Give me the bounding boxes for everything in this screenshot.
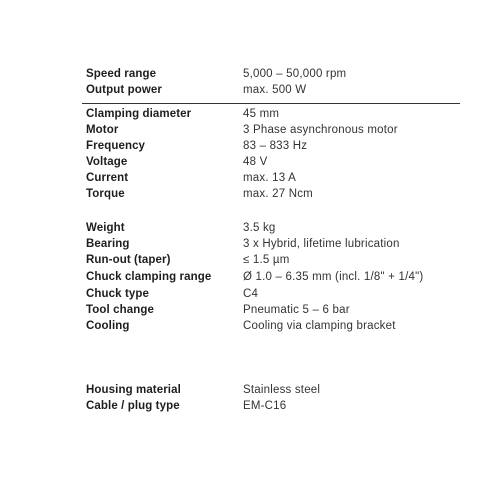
spec-value: 45 mm — [243, 108, 280, 120]
spec-value: 3.5 kg — [243, 222, 276, 234]
spec-row-cable-plug-type — [86, 398, 466, 414]
spec-label: Cable / plug type — [86, 400, 180, 412]
spec-label: Speed range — [86, 68, 157, 80]
spec-label: Clamping diameter — [86, 108, 192, 120]
spec-value: max. 13 A — [243, 172, 296, 184]
spec-value: max. 27 Ncm — [243, 188, 313, 200]
spec-value: Ø 1.0 – 6.35 mm (incl. 1/8" + 1/4") — [243, 271, 424, 283]
spec-value: 48 V — [243, 156, 268, 168]
spec-row-motor — [86, 122, 466, 138]
spec-value: 3 x Hybrid, lifetime lubrication — [243, 238, 400, 250]
spec-row-speed-range — [86, 66, 466, 82]
spec-label: Output power — [86, 84, 162, 96]
spec-label: Voltage — [86, 156, 128, 168]
spec-label: Torque — [86, 188, 125, 200]
spec-value: Pneumatic 5 – 6 bar — [243, 304, 350, 316]
spec-value: 83 – 833 Hz — [243, 140, 308, 152]
spec-label: Chuck type — [86, 288, 149, 300]
spec-row-voltage — [86, 154, 466, 170]
section-divider — [82, 103, 460, 104]
spec-row-torque — [86, 186, 466, 202]
spec-row-bearing — [86, 236, 466, 252]
spec-row-tool-change — [86, 302, 466, 318]
spec-label: Bearing — [86, 238, 130, 250]
spec-label: Motor — [86, 124, 119, 136]
spec-row-run-out — [86, 252, 466, 268]
spec-row-weight — [86, 220, 466, 236]
spec-row-output-power — [86, 82, 466, 98]
spec-label: Run-out (taper) — [86, 254, 171, 266]
spec-label: Frequency — [86, 140, 146, 152]
spec-label: Housing material — [86, 384, 181, 396]
spec-row-current — [86, 170, 466, 186]
spec-row-frequency — [86, 138, 466, 154]
spec-value: C4 — [243, 288, 259, 300]
spec-label: Weight — [86, 222, 125, 234]
spec-row-chuck-type — [86, 286, 466, 302]
spec-value: Cooling via clamping bracket — [243, 320, 396, 332]
spec-row-housing-material — [86, 382, 466, 398]
spec-value: Stainless steel — [243, 384, 321, 396]
spec-label: Chuck clamping range — [86, 271, 212, 283]
spec-value: 5,000 – 50,000 rpm — [243, 68, 347, 80]
spec-value: 3 Phase asynchronous motor — [243, 124, 398, 136]
spec-row-cooling — [86, 318, 466, 334]
spec-label: Cooling — [86, 320, 130, 332]
spec-label: Tool change — [86, 304, 154, 316]
spec-value: ≤ 1.5 µm — [243, 254, 290, 266]
spec-value: max. 500 W — [243, 84, 307, 96]
spec-row-chuck-clamping-range — [86, 269, 466, 285]
spec-row-clamping-diameter — [86, 106, 466, 122]
spec-label: Current — [86, 172, 129, 184]
spec-value: EM-C16 — [243, 400, 287, 412]
